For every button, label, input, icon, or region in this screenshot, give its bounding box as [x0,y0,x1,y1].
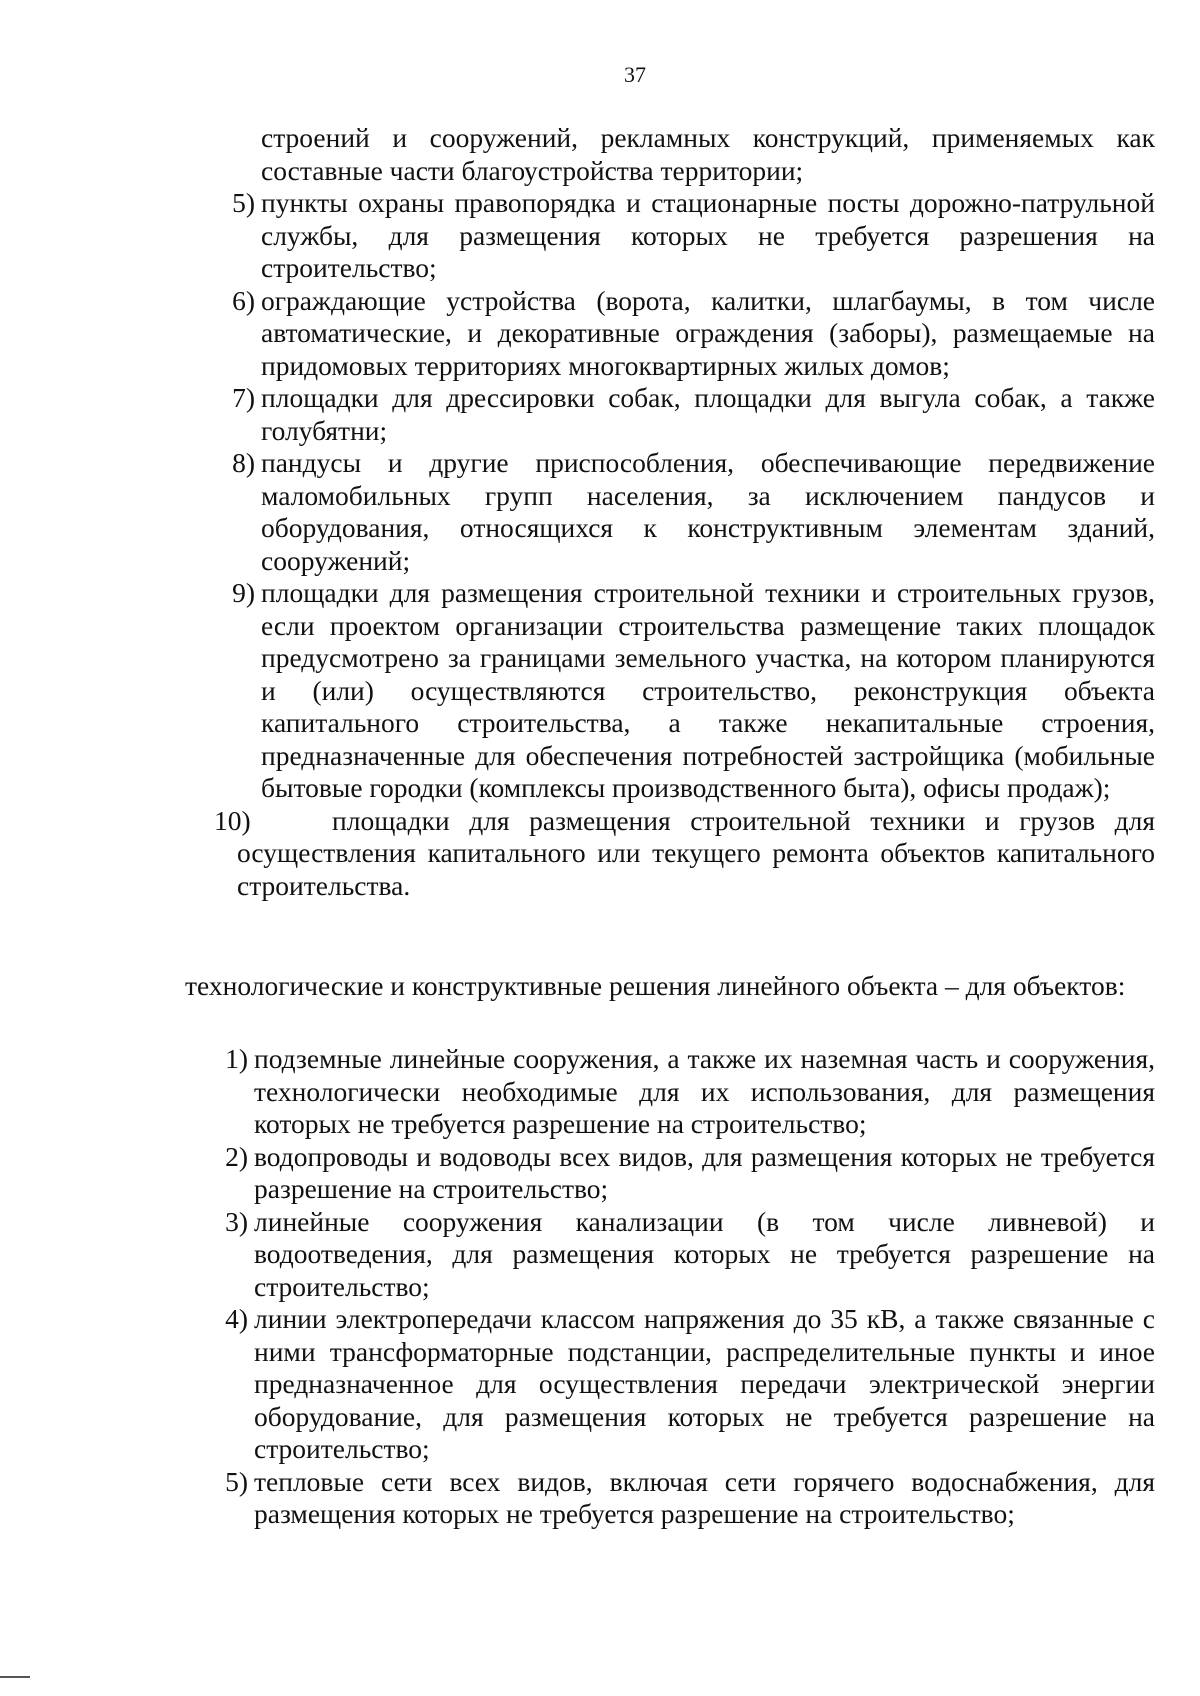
continuation-text: строений и сооружений, рекламных конструкций, применяемых как составные части благоустройства территории; [261,122,1155,186]
section-paragraph: технологические и конструктивные решения линейного объекта – для объектов: [185,970,1126,1001]
list-item-number: 4) [225,1303,248,1334]
list-item-text: водопроводы и водоводы всех видов, для размещения которых не требуется разрешение на строительство; [254,1140,1155,1204]
list-item [196,1043,1155,1141]
list-item-text: пункты охраны правопорядка и стационарные посты дорожно-патрульной службы, для размещения которых не требуется разрешения на строительство; [261,187,1155,283]
list-item-number: 3) [225,1205,248,1237]
list-item [200,187,1155,285]
list-item-text: подземные линейные сооружения, а также их наземная часть и сооружения, технологически необходимые для их использования, для размещения которых не требуется разрешение на строительство; [254,1043,1155,1139]
list-item [200,447,1155,577]
list-item-number: 10) [214,804,251,836]
list-item [200,577,1155,805]
list-item-text: площадки для размещения строительной техники и строительных грузов, если проектом организации строительства размещение таких площадок предусмотрено за границами земельного участка, на котором планируются и (или) осуществляются строительство, реконструкция объекта капитального строительства, а также некапитальные строения, предназначенные для обеспечения потребностей застройщика (мобильные бытовые городки (комплексы производственного быта), офисы продаж); [261,577,1155,803]
list-item [200,285,1155,383]
list-item-number: 5) [225,1465,248,1497]
list-item [196,1141,1155,1206]
list-item-text: площадки для дрессировки собак, площадки для выгула собак, а также голубятни; [261,382,1155,446]
list-item-number: 7) [232,382,255,413]
list-item-text: тепловые сети всех видов, включая сети горячего водоснабжения, для размещения которых не требуется разрешение на строительство; [254,1465,1155,1529]
list-item-text: линейные сооружения канализации (в том числе ливневой) и водоотведения, для размещения которых не требуется разрешение на строительство; [254,1205,1155,1302]
list-continuation-block [200,122,1155,902]
objects-list [196,1043,1155,1531]
list-item [214,805,1155,903]
list-item-number: 2) [225,1140,248,1172]
list-item-number: 5) [232,187,255,218]
list-item-text: пандусы и другие приспособления, обеспечивающие передвижение маломобильных групп населения, за исключением пандусов и оборудования, относящихся к конструктивным элементам зданий, сооружений; [261,447,1155,576]
list-item [196,1303,1155,1466]
list-item-number: 9) [232,577,255,608]
scan-margin-mark [0,1676,30,1678]
list-item-text: линии электропередачи классом напряжения до 35 кВ, а также связанные с ними трансформаторные подстанции, распределительные пункты и иное предназначенное для осуществления передачи электрической энергии оборудование, для размещения которых не требуется разрешение на строительство; [254,1303,1155,1464]
list-item [200,382,1155,447]
list-item-text: площадки для размещения строительной техники и грузов для осуществления капитального или текущего ремонта объектов капитального строительства. [237,804,1155,901]
list-item-number: 1) [225,1043,248,1074]
list-item [196,1206,1155,1304]
page-number: 37 [624,62,646,87]
list-item-number: 8) [232,447,255,478]
list-item-number: 6) [232,284,255,316]
list-item-text: ограждающие устройства (ворота, калитки, шлагбаумы, в том числе автоматические, и декоративные ограждения (заборы), размещаемые на придомовых территориях многоквартирных жилых домов; [261,284,1155,381]
list-item [196,1466,1155,1531]
